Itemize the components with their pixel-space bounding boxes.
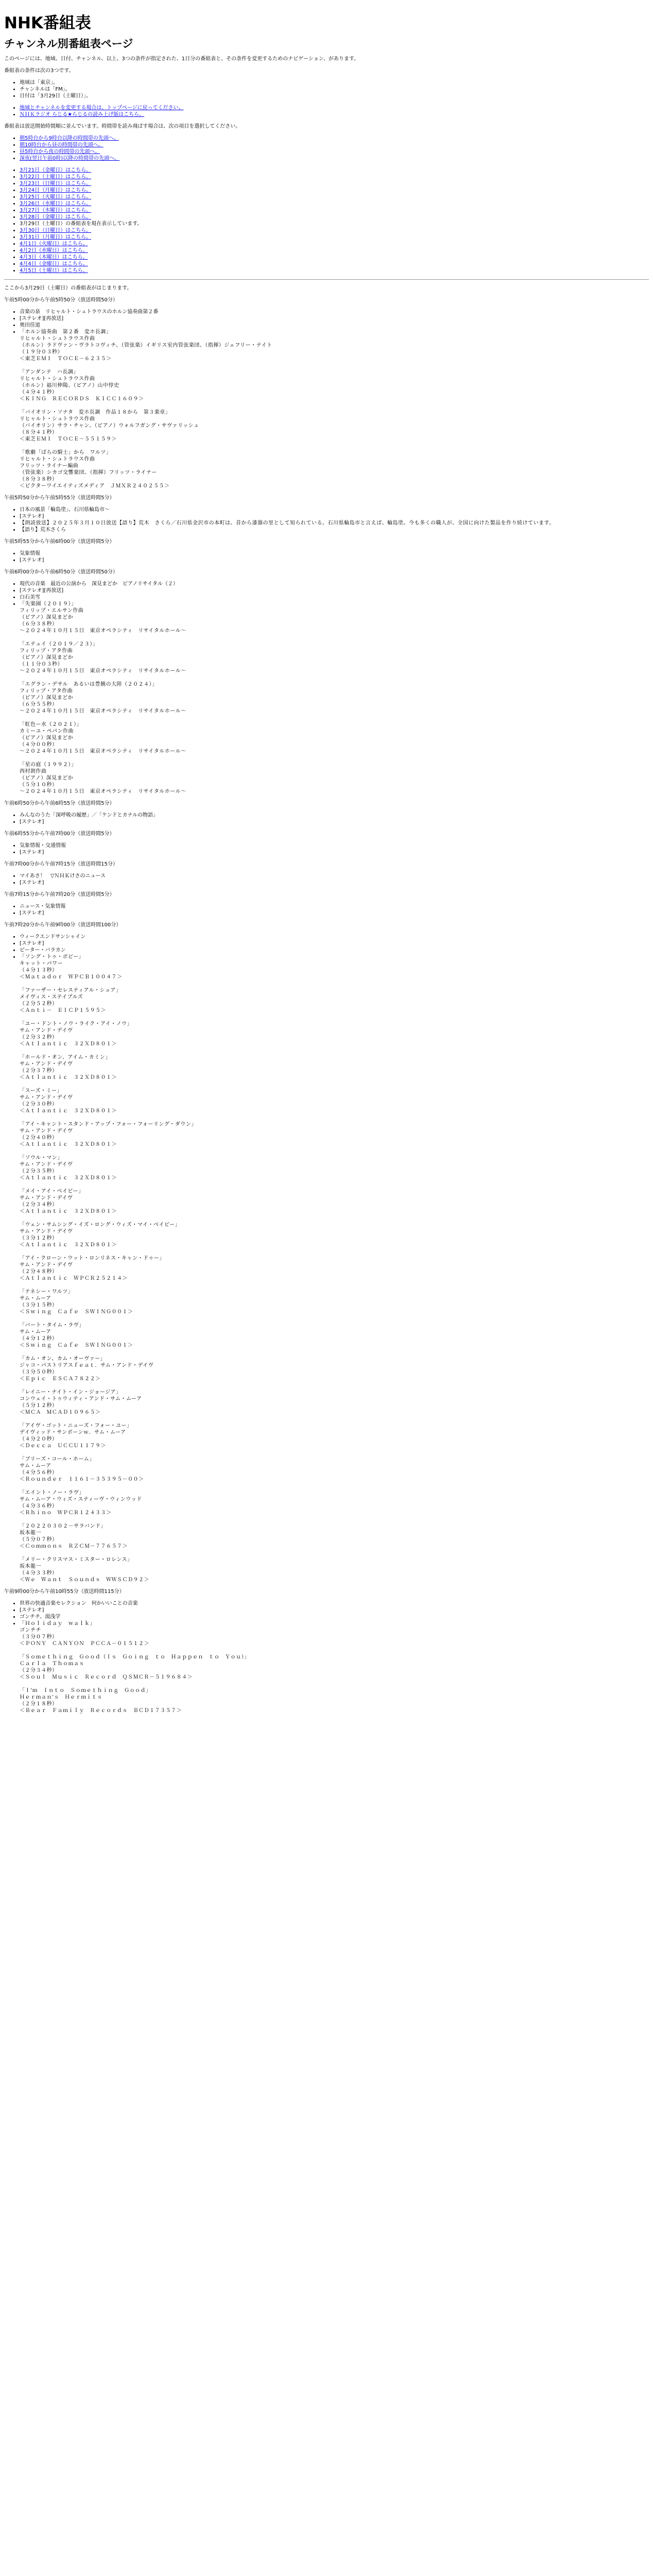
date-link-item — [20, 187, 649, 194]
program-line: • 「ホルン協奏曲 第２番 変ホ長調」 リヒャルト・シュトラウス作曲 （ホルン）ラドヴァン・ヴラトコヴィチ、（管弦楽）イギリス室内管弦楽団、（指揮）ジェフリー・テイト （１９分０３秒） ＜東芝ＥＭＩ ＴＯＣＥ－６２３５＞ 「アンダンテ ハ長調」 リヒャルト・シュトラウス作曲 （ホルン）福川伸陽、（ピアノ）山中惇史 （４分４１秒） ＜ＫＩＮＧ ＲＥＣＯＲＤＳ ＫＩＣＣ１６０９＞ 「バイオリン・ソナタ 変ホ長調 作品１８から 第３楽章」 リヒャルト・シュトラウス作曲 （バイオリン）サラ・チャン、（ピアノ）ウォルフガング・サヴァリッシュ （８分４１秒） ＜東芝ＥＭＩ ＴＯＣＥ－５５１５９＞ 「歌劇「ばらの騎士」から ワルツ」 リヒャルト・シュトラウス作曲 フリッツ・ライナー編曲 （管弦楽）シカゴ交響楽団、（指揮）フリッツ・ライナー （８分３８秒） ＜ビクターワイエイティズメディア ＪＭＸＲ２４０２５５＞ — [20, 329, 649, 489]
date-link-item-link[interactable]: 3月23日（日曜日）はこちら。 — [20, 181, 92, 187]
program-line: • 世界の快適音楽セレクション 何かいいことの音楽 — [20, 1600, 649, 1607]
change-link-item-link[interactable]: ＮＨＫラジオ らじる★らじるの読み上げ版はこちら。 — [20, 112, 145, 117]
date-link-item-link[interactable]: 3月27日（木曜日）はこちら。 — [20, 208, 92, 213]
date-link-item — [20, 207, 649, 214]
program-line: • [ステレオ] — [20, 1607, 649, 1614]
slot-time: 午前7時20分から午前9時00分（放送時間100分） — [4, 922, 122, 928]
program-line: • [ステレオ] — [20, 557, 649, 564]
program-line: • 白石美雪 — [20, 594, 649, 601]
program-line: • 「失楽園（２０１９）」 フィリップ・エルサン作曲 （ピアノ）深見まどか （６分３８秒） ～２０２４年１０月１５日 東京オペラシティ リサイタルホール～ 「エテュイ（２０１９／２３）」 フィリップ・アタ作曲 （ピアノ）深見まどか （１１分０３秒） ～２０２４年１０月１５日 東京オペラシティ リサイタルホール～ 「エグラン・デサル あるいは豊饒の大陸（２０２４）」 フィリップ・アタ作曲 （ピアノ）深見まどか （６分５５秒） ～２０２４年１０月１５日 東京オペラシティ リサイタルホール～ 「虹色ー水（２０２１）」 カミーユ・ペパン作曲 （ピアノ）深見まどか （４分００秒） ～２０２４年１０月１５日 東京オペラシティ リサイタルホール～ 「星の庭（１９９２）」 西村朗作曲 （ピアノ）深見まどか （５分１０秒） ～２０２４年１０月１５日 東京オペラシティ リサイタルホール～ — [20, 601, 649, 795]
date-link-item — [20, 200, 649, 207]
program-line: • ピーター・バラカン — [20, 947, 649, 954]
program-line: • ウィークエンドサンシャイン — [20, 934, 649, 940]
time-heading: 番組表は放送開始時間順に並んでいます。時間帯を読み飛ばす場合は、次の項目を選択してください。 — [4, 124, 241, 129]
program-line: • [ステレオ] — [20, 819, 649, 825]
program-line: • 音楽の泉 リヒャルト・シュトラウスのホルン協奏曲第２番 — [20, 309, 649, 315]
date-link-item-link[interactable]: 3月26日（水曜日）はこちら。 — [20, 201, 92, 207]
slot-time: 午前7時15分から午前7時20分（放送時間5分） — [4, 892, 115, 897]
program-line: • ゴンチチ、湯浅学 — [20, 1614, 649, 1620]
date-link-item-link[interactable]: 3月30日（日曜日）はこちら。 — [20, 228, 92, 233]
date-link-item — [20, 261, 649, 267]
condition-item: • チャンネルは「FM」。 — [20, 86, 649, 93]
condition-item: • 日付は「3月29日（土曜日）」。 — [20, 93, 649, 99]
date-link-item-link[interactable]: 4月4日（金曜日）はこちら。 — [20, 261, 88, 267]
date-link-item — [20, 234, 649, 241]
date-link-item-link[interactable]: 3月21日（金曜日）はこちら。 — [20, 167, 92, 173]
date-link-item-link[interactable]: 3月24日（月曜日）はこちら。 — [20, 188, 92, 193]
time-link-item — [20, 155, 649, 162]
divider — [4, 279, 649, 280]
program-line: • [ステレオ] — [20, 940, 649, 947]
time-link-item-link[interactable]: 朝5時台から9時台以降の時間帯の先頭へ。 — [20, 135, 119, 141]
date-link-item — [20, 247, 649, 254]
date-link-item-link[interactable]: 4月3日（木曜日）はこちら。 — [20, 255, 88, 260]
slot-items — [4, 873, 649, 886]
program-line: • 【朗読放送】２０２５年３月１０日放送【語り】荒木 さくら／石川県金沢市の本町は、昔から漆器の里として知られている。石川県輪島市と言えば、輪島塗。今も多くの職人が、全国に向けた製品を作り続けています。 — [20, 520, 649, 527]
date-link-item-link[interactable]: 4月1日（火曜日）はこちら。 — [20, 241, 88, 247]
program-line: • 日本の風景「輪島塗」、石川県輪島市～ — [20, 506, 649, 513]
time-link-item — [20, 135, 649, 142]
program-line: • 【語り】荒木さくら — [20, 527, 649, 533]
program-line: • 「Ｈｏｌｉｄａｙ ｗａｌｋ」 ゴンチチ （３分０７秒） ＜ＰＯＮＹ ＣＡＮＹＯＮ ＰＣＣＡ－０１５１２＞ 「Ｓｏｍｅｔｈｉｎｇ Ｇｏｏｄ（Ｉｓ Ｇｏｉｎｇ ｔｏ Ｈａｐｐｅｎ ｔｏ Ｙｏｕ）」 Ｃａｒｌａ Ｔｈｏｍａｓ （２分３４秒） ＜Ｓｏｕｌ Ｍｕｓｉｃ Ｒｅｃｏｒｄ ＱＳＭＣＲ－５１９６８４＞ 「Ｉ’ｍ Ｉｎｔｏ Ｓｏｍｅｔｈｉｎｇ Ｇｏｏｄ」 Ｈｅｒｍａｎ’ｓ Ｈｅｒｍｉｔｓ （２分１８秒） ＜Ｂｅａｒ Ｆａｍｉｌｙ Ｒｅｃｏｒｄｓ ＢＣＤ１７３５７＞ — [20, 1620, 649, 1714]
date-link-item-link[interactable]: 3月25日（火曜日）はこちら。 — [20, 194, 92, 200]
program-line: • [ステレオ] — [20, 513, 649, 520]
program-line: • [ステレオ] — [20, 910, 649, 917]
conditions-list — [4, 79, 649, 99]
date-link-item — [20, 167, 649, 174]
slot-items — [4, 550, 649, 564]
schedule-start: ここから3月29日（土曜日）の番組表がはじまります。 — [4, 285, 132, 291]
date-links — [4, 167, 649, 274]
change-links — [4, 105, 649, 118]
slot-time: 午前5時00分から午前5時50分（放送時間50分） — [4, 297, 118, 303]
program-line: • 奥田佳道 — [20, 322, 649, 329]
date-link-item-link[interactable]: 4月2日（水曜日）はこちら。 — [20, 248, 88, 253]
slot-items — [4, 812, 649, 825]
slot-items — [4, 934, 649, 1583]
conditions-heading: 番組表の条件は次の3つです。 — [4, 68, 74, 74]
slot-items — [4, 581, 649, 795]
time-link-item — [20, 142, 649, 148]
date-link-item — [20, 214, 649, 221]
slot-time: 午前6時50分から午前6時55分（放送時間5分） — [4, 801, 115, 806]
slot-items — [4, 842, 649, 856]
time-link-item-link[interactable]: 朝10時台から昼の時間帯の先頭へ。 — [20, 142, 104, 148]
program-line: • 現代の音楽 最近の公演から 深見まどか ピアノリサイタル（２） — [20, 581, 649, 587]
date-link-item-link[interactable]: 3月22日（土曜日）はこちら。 — [20, 174, 92, 180]
date-link-item — [20, 194, 649, 200]
slot-time: 午前7時00分から午前7時15分（放送時間15分） — [4, 861, 118, 867]
change-link-item — [20, 105, 649, 111]
program-line: • [ステレオ] — [20, 849, 649, 856]
program-line: • マイあさ！ ▽ＮＨＫけさのニュース — [20, 873, 649, 879]
slot-items — [4, 506, 649, 533]
date-link-item-link[interactable]: 4月5日（土曜日）はこちら。 — [20, 268, 88, 274]
slot-items — [4, 1600, 649, 1714]
slot-time: 午前6時55分から午前7時00分（放送時間5分） — [4, 831, 115, 837]
slot-time: 午前6時00分から午前6時50分（放送時間50分） — [4, 569, 118, 575]
time-link-item-link[interactable]: 昼5時台から夜の時間帯の先頭へ。 — [20, 149, 100, 155]
program-line: • [ステレオ][再放送] — [20, 587, 649, 594]
program-line: • ニュース・気象情報 — [20, 903, 649, 910]
change-link-item — [20, 111, 649, 118]
slot-items — [4, 309, 649, 489]
date-link-item — [20, 254, 649, 261]
time-link-item-link[interactable]: 深夜(翌日午前0時)以降の時間帯の先頭へ。 — [20, 156, 120, 161]
date-link-item-link[interactable]: 3月28日（金曜日）はこちら。 — [20, 214, 92, 220]
date-link-item — [20, 227, 649, 234]
time-links — [4, 135, 649, 162]
program-line: • みんなのうた「深呼吸の履歴」／「ケンドとカナルの物語」 — [20, 812, 649, 819]
page-subtitle: チャンネル別番組表ページ — [4, 38, 133, 50]
schedule — [4, 297, 649, 1714]
date-link-item — [20, 267, 649, 274]
date-link-item — [20, 180, 649, 187]
change-link-item-link[interactable]: 地域とチャンネルを変更する場合は、トップページに戻ってください。 — [20, 105, 184, 111]
date-link-item-link[interactable]: 3月31日（月曜日）はこちら。 — [20, 234, 92, 240]
program-line: • [ステレオ][再放送] — [20, 315, 649, 322]
program-line: • 気象情報・交通情報 — [20, 842, 649, 849]
date-link-item — [20, 241, 649, 247]
intro-text: このページには、地域、日付、チャンネル、以上、3つの条件が指定された、1日分の番組表と、その条件を変更するためのナビゲーション、があります。 — [4, 56, 359, 62]
page-title: NHK番組表 — [4, 14, 91, 32]
date-link-item: • 3月29日（土曜日）の番組表を現在表示しています。 — [20, 221, 649, 227]
slot-items — [4, 903, 649, 917]
slot-time: 午前9時00分から午前10時55分（放送時間115分） — [4, 1589, 125, 1595]
date-link-item — [20, 174, 649, 180]
slot-time: 午前5時55分から午前6時00分（放送時間5分） — [4, 539, 115, 545]
program-line: • [ステレオ] — [20, 879, 649, 886]
time-link-item — [20, 148, 649, 155]
program-line: • 「ソング・トゥ・ボビー」 キャット・パワー （４分１３秒） ＜Ｍａｔａｄｏｒ ＷＰＣＢ１００４７＞ 「ファーザー・セレスティアル・シュア」 メイヴィス・ステイプルズ （２分５２秒） ＜Ａｎｔｉ－ ＥＩＣＰ１５９５＞ 「ユー・ドント・ノウ・ライク・アイ・ノウ」 サム・アンド・デイヴ （２分３２秒） ＜Ａｔｌａｎｔｉｃ ３２ＸＤ８０１＞ 「ホールド・オン、アイム・カミン」 サム・アンド・デイヴ （２分３７秒） ＜Ａｔｌａｎｔｉｃ ３２ＸＤ８０１＞ 「スーズ・ミー」 サム・アンド・デイヴ （２分３０秒） ＜Ａｔｌａｎｔｉｃ ３２ＸＤ８０１＞ 「アイ・キャント・スタンド・アップ・フォー・フォーリング・ダウン」 サム・アンド・デイヴ （２分４０秒） ＜Ａｔｌａｎｔｉｃ ３２ＸＤ８０１＞ 「ソウル・マン」 サム・アンド・デイヴ （２分３５秒） ＜Ａｔｌａｎｔｉｃ ３２ＸＤ８０１＞ 「メイ・アイ・ベイビー」 サム・アンド・デイヴ （２分３４秒） ＜Ａｔｌａｎｔｉｃ ３２ＸＤ８０１＞ 「ウェン・サムシング・イズ・ロング・ウィズ・マイ・ベイビー」 サム・アンド・デイヴ （３分１２秒） ＜Ａｔｌａｎｔｉｃ ３２ＸＤ８０１＞ 「アイ・クローン・ウット・ロンリネス・キャン・ドゥー」 サム・アンド・デイヴ （２分４８秒） ＜Ａｔｌａｎｔｉｃ ＷＰＣＲ２５２１４＞ 「テネシー・ワルツ」 サム・ムーア （３分１５秒） ＜Ｓｗｉｎｇ Ｃａｆｅ ＳＷＩＮＧ００１＞ 「バート・タイム・ラヴ」 サム・ムーア （４分１２秒） ＜Ｓｗｉｎｇ Ｃａｆｅ ＳＷＩＮＧ００１＞ 「カム・オン、カム・オーヴァー」 ジャコ・パストリアスｆｅａｔ．サム・アンド・デイヴ （３分５０秒） ＜Ｅｐｉｃ ＥＳＣＡ７８２２＞ 「レイニー・ナイト・イン・ジョージア」 コンウェイ・トゥウィティ・アンド・サム・ムーア （５分１２秒） ＜ＭＣＡ ＭＣＡＤ１０９６５＞ 「アイヴ・ゴット・ニューズ・フォー・ユー」 デイヴィッド・サンボーンｗ．サム・ムーア （４分２０秒） ＜Ｄｅｃｃａ ＵＣＣＵ１１７９＞ 「ブリーズ・コール・ホーム」 サム・ムーア （４分５６秒） ＜Ｒｏｕｎｄｅｒ １１６１－３５３９５－００＞ 「エイント・ノー・ラヴ」 サム・ムーア・ウィズ・スティーヴ・ウィンウッド （４分３６秒） ＜Ｒｈｉｎｏ ＷＰＣＲ１２４３３＞ 「２０２２０３０２－サラバンド」 坂本龍一 （５分０７秒） ＜Ｃｏｍｍｏｎｓ ＲＺＣＭ－７７６５７＞ 「メリー・クリスマス・ミスター・ロレンス」 坂本龍一 （４分３３秒） ＜Ｗｅ Ｗａｎｔ Ｓｏｕｎｄｓ ＷＷＳＣＤ９２＞ — [20, 954, 649, 1583]
program-line: • 気象情報 — [20, 550, 649, 557]
condition-item: • 地域は「東京」。 — [20, 79, 649, 86]
slot-time: 午前5時50分から午前5時55分（放送時間5分） — [4, 495, 115, 501]
